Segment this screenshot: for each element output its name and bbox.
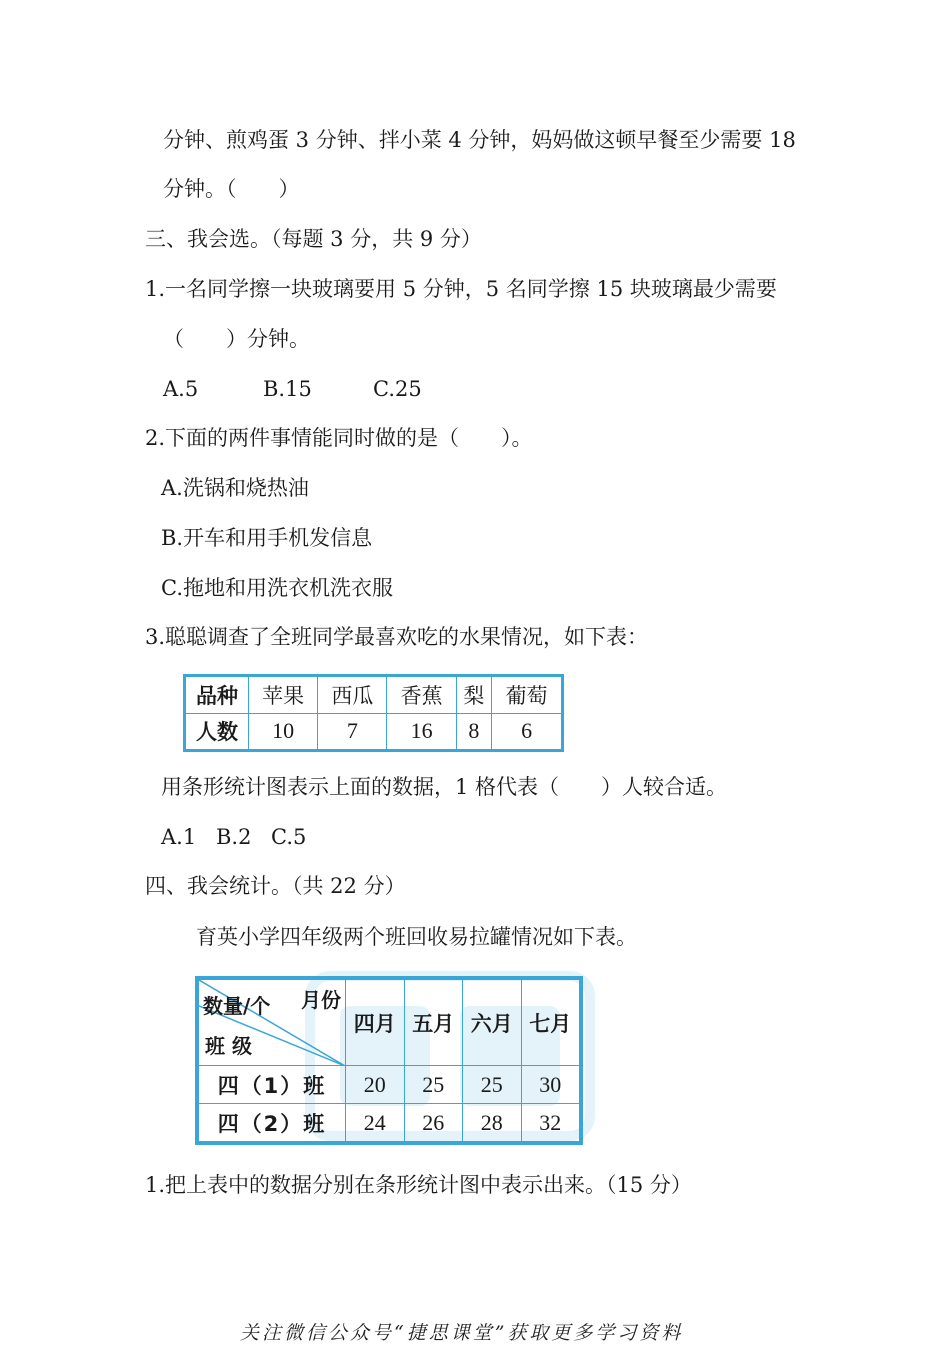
count-cell: 10 xyxy=(249,713,318,751)
q3-option-a[interactable]: A.1 xyxy=(161,825,197,849)
section-4-heading: 四、我会统计。（共 22 分） xyxy=(145,874,406,898)
diagonal-header-cell xyxy=(199,980,346,1066)
q3-option-c[interactable]: C.5 xyxy=(271,825,307,849)
month-header-cell: 七月 xyxy=(521,980,580,1066)
section-4-task-1: 1.把上表中的数据分别在条形统计图中表示出来。（15 分） xyxy=(145,1173,692,1197)
class-cell: 四（2）班 xyxy=(199,1104,346,1142)
q3-option-b[interactable]: B.2 xyxy=(216,825,252,849)
section-3-heading: 三、我会选。（每题 3 分，共 9 分） xyxy=(145,227,482,251)
count-cell: 16 xyxy=(387,713,456,751)
count-cell: 8 xyxy=(456,713,491,751)
class-cell: 四（1）班 xyxy=(199,1066,346,1104)
value-cell: 32 xyxy=(521,1104,580,1142)
value-cell: 25 xyxy=(463,1066,522,1104)
fruit-name-cell: 西瓜 xyxy=(318,676,387,714)
quantity-unit-label: 数量/个 xyxy=(203,994,271,1018)
q2-text: 2.下面的两件事情能同时做的是（ ）。 xyxy=(145,426,533,450)
q2-option-c[interactable]: C.拖地和用洗衣机洗衣服 xyxy=(161,576,393,600)
q3-text: 3.聪聪调查了全班同学最喜欢吃的水果情况，如下表： xyxy=(145,625,649,649)
value-cell: 20 xyxy=(346,1066,405,1104)
fruit-name-cell: 苹果 xyxy=(249,676,318,714)
value-cell: 28 xyxy=(463,1104,522,1142)
table-row xyxy=(199,980,580,1066)
month-label: 月份 xyxy=(301,988,341,1012)
table-row xyxy=(185,713,563,751)
q1-option-a[interactable]: A.5 xyxy=(163,377,199,401)
fruit-survey-table xyxy=(183,674,564,752)
q2-option-a[interactable]: A.洗锅和烧热油 xyxy=(161,476,309,500)
question-continuation-line-2: 分钟。（ ） xyxy=(163,177,300,201)
can-recycling-table xyxy=(195,976,583,1145)
count-header-cell: 人数 xyxy=(185,713,249,751)
value-cell: 25 xyxy=(404,1066,463,1104)
month-header-cell: 五月 xyxy=(404,980,463,1066)
count-cell: 7 xyxy=(318,713,387,751)
q1-option-c[interactable]: C.25 xyxy=(373,377,422,401)
section-4-intro: 育英小学四年级两个班回收易拉罐情况如下表。 xyxy=(196,925,637,949)
table-row xyxy=(199,1066,580,1104)
question-continuation-line-1: 分钟、煎鸡蛋 3 分钟、拌小菜 4 分钟，妈妈做这顿早餐至少需要 18 xyxy=(163,128,796,152)
class-label: 班 级 xyxy=(205,1034,252,1058)
q1-options xyxy=(163,374,422,404)
count-cell: 6 xyxy=(492,713,563,751)
value-cell: 26 xyxy=(404,1104,463,1142)
month-header-cell: 四月 xyxy=(346,980,405,1066)
q1-text-cont: （ ）分钟。 xyxy=(163,327,310,351)
month-header-cell: 六月 xyxy=(463,980,522,1066)
fruit-header-cell: 品种 xyxy=(185,676,249,714)
fruit-name-cell: 梨 xyxy=(456,676,491,714)
q3-options xyxy=(161,822,306,852)
value-cell: 30 xyxy=(521,1066,580,1104)
q1-text: 1.一名同学擦一块玻璃要用 5 分钟，5 名同学擦 15 块玻璃最少需要 xyxy=(145,277,777,301)
fruit-name-cell: 葡萄 xyxy=(492,676,563,714)
fruit-name-cell: 香蕉 xyxy=(387,676,456,714)
table-row xyxy=(199,1104,580,1142)
table-row xyxy=(185,676,563,714)
q1-option-b[interactable]: B.15 xyxy=(263,377,312,401)
q3-question: 用条形统计图表示上面的数据，1 格代表（ ）人较合适。 xyxy=(161,775,728,799)
value-cell: 24 xyxy=(346,1104,405,1142)
footer-note: 关注微信公众号“捷思课堂”获取更多学习资料 xyxy=(240,1322,684,1344)
q2-option-b[interactable]: B.开车和用手机发信息 xyxy=(161,526,373,550)
